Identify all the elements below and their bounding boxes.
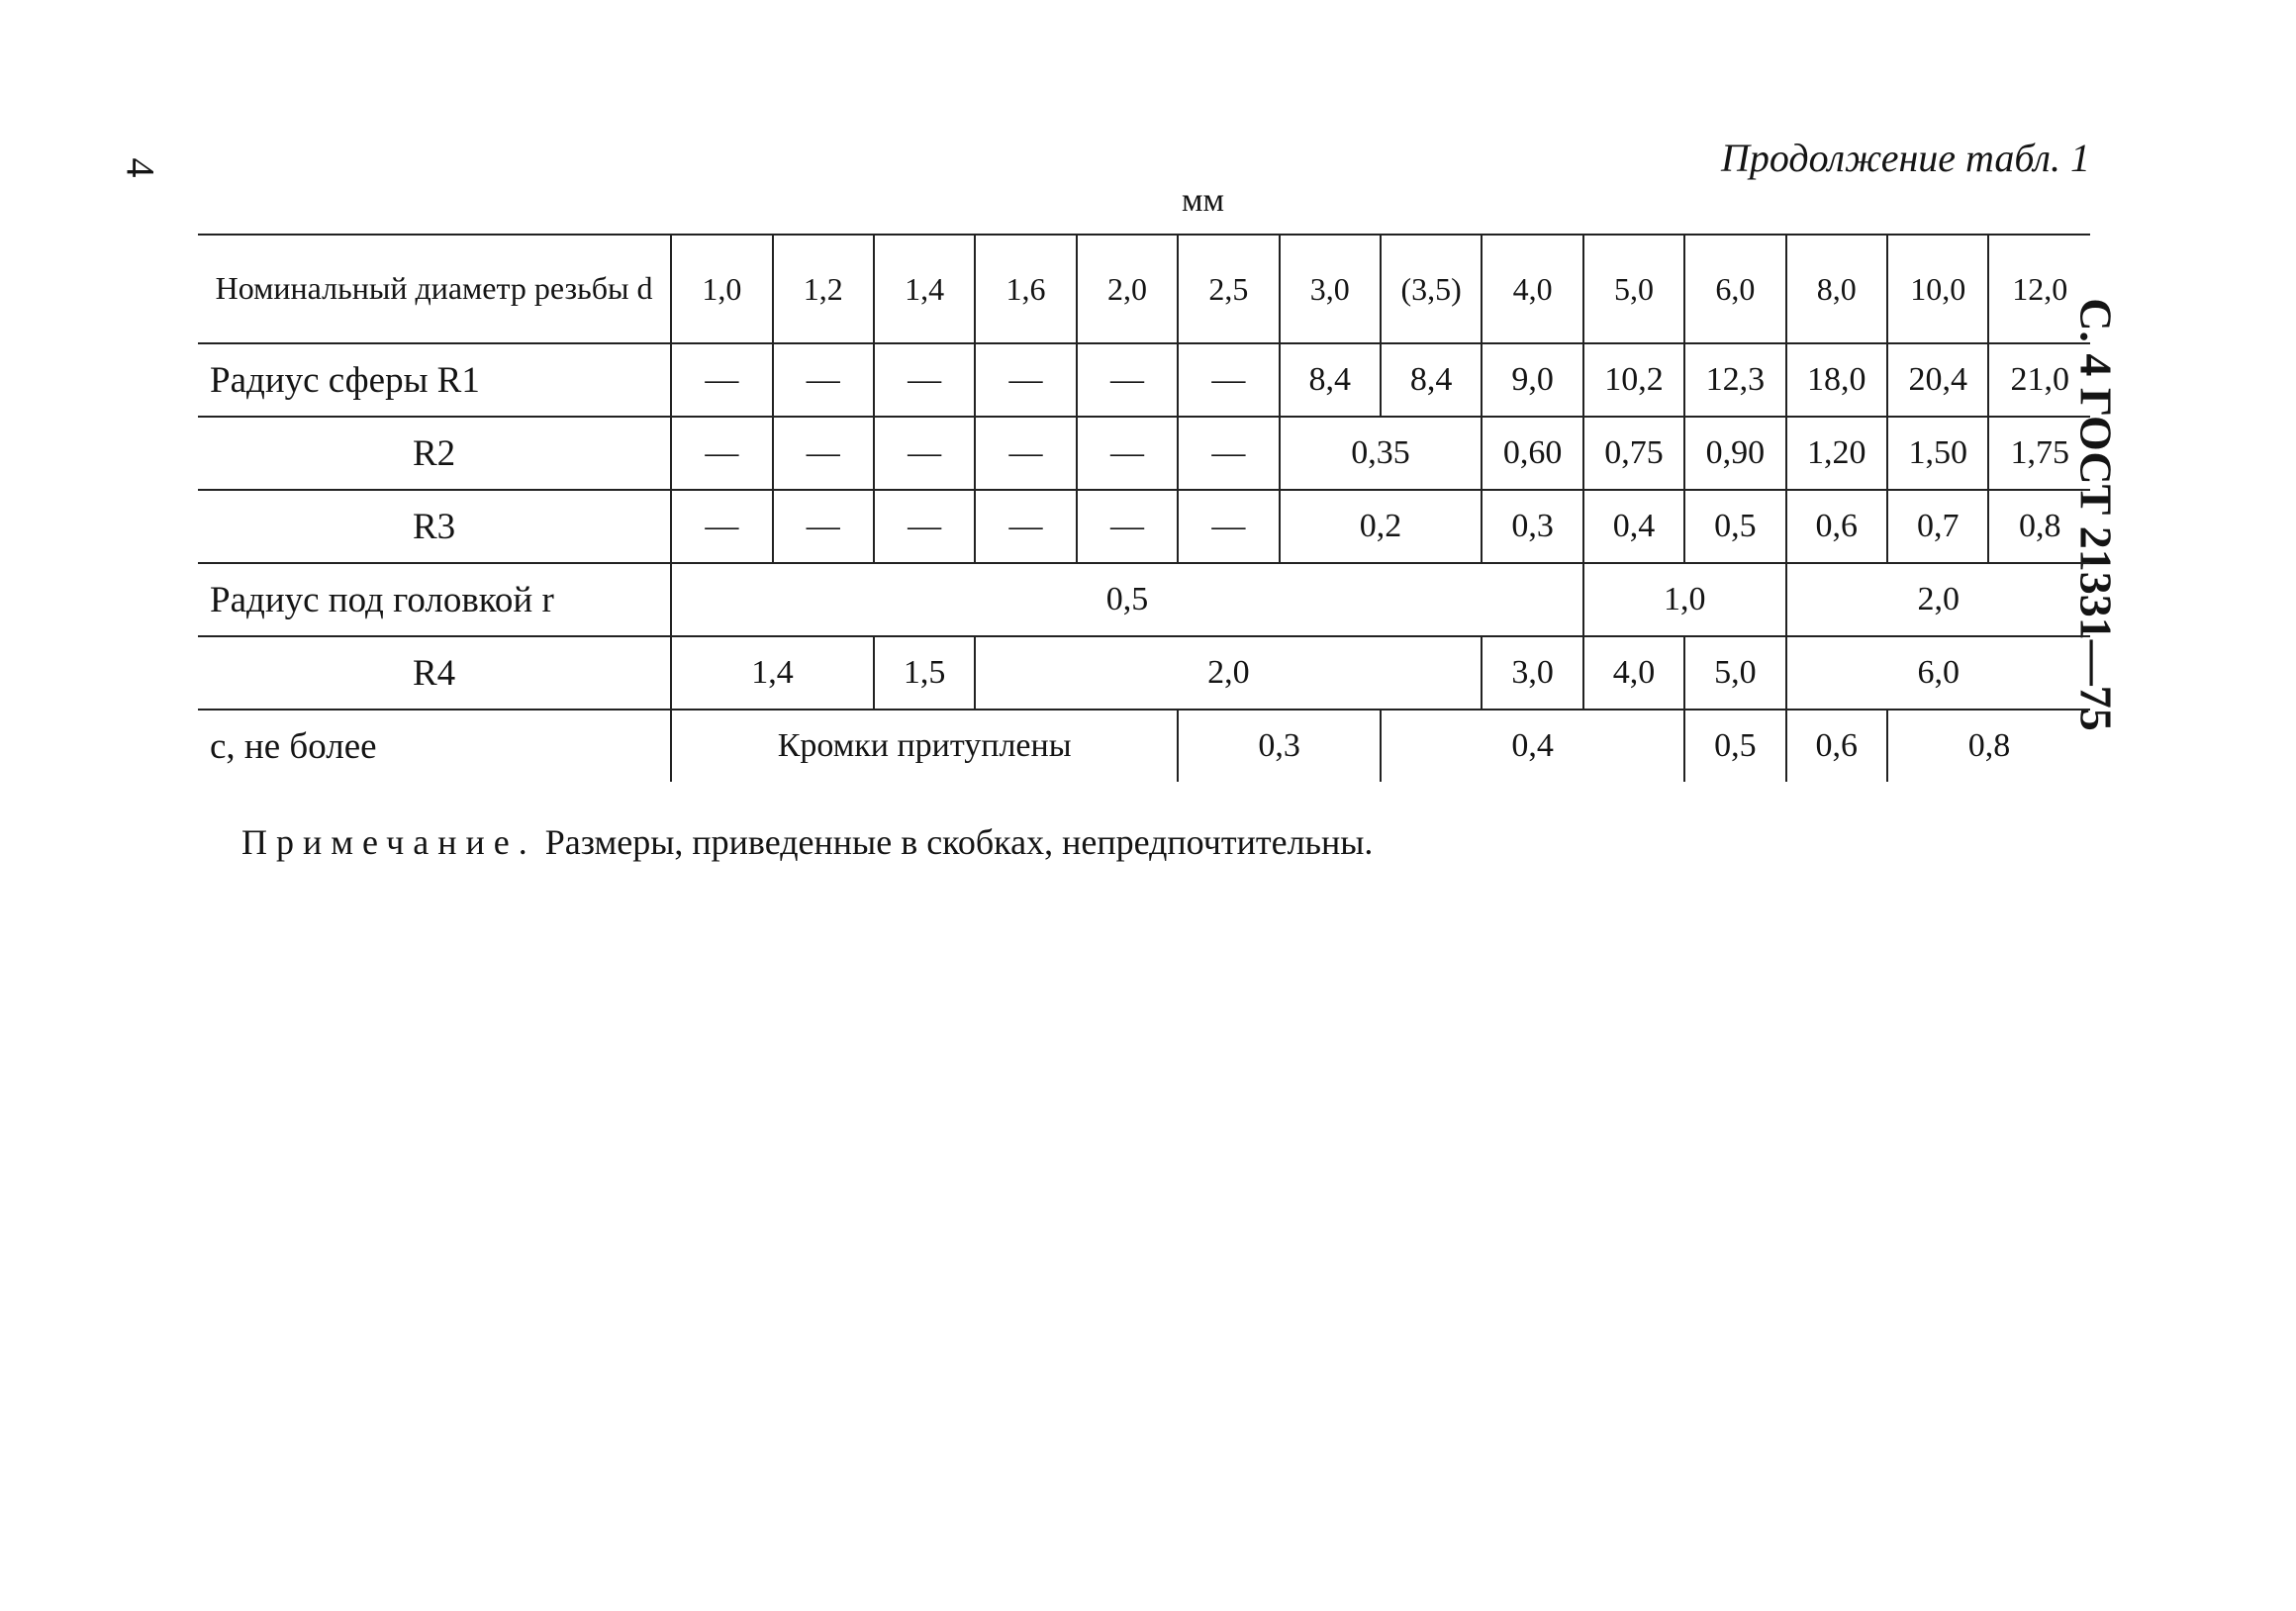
- table-cell: 4,0: [1583, 636, 1684, 710]
- table-cell: 1,75: [1988, 417, 2090, 490]
- row-label: Радиус сферы R1: [210, 359, 480, 401]
- table-cell: 12,3: [1684, 343, 1785, 417]
- table-cell: —: [671, 343, 772, 417]
- table-row-r3: [198, 490, 2090, 563]
- page-number: 4: [118, 157, 163, 178]
- table-cell: —: [975, 417, 1076, 490]
- table-cell: 0,5: [671, 563, 1583, 636]
- table-cell: 0,35: [1280, 417, 1483, 490]
- header-cell: 2,5: [1178, 235, 1279, 343]
- table-cell: 0,75: [1583, 417, 1684, 490]
- row-label: R2: [412, 432, 456, 474]
- table-cell: 0,5: [1684, 490, 1785, 563]
- row-label: c, не более: [210, 725, 377, 767]
- table-cell: 21,0: [1988, 343, 2090, 417]
- table-cell: 0,3: [1178, 710, 1381, 782]
- table-cell: —: [1178, 417, 1279, 490]
- row-label: R3: [412, 506, 456, 547]
- table-cell: —: [671, 417, 772, 490]
- row-label: Радиус под головкой r: [210, 579, 554, 620]
- table-cell: —: [1077, 490, 1178, 563]
- table-header-row: [198, 235, 2090, 343]
- table-cell: 0,8: [1988, 490, 2090, 563]
- table-row-r2: [198, 417, 2090, 490]
- header-cell: 5,0: [1583, 235, 1684, 343]
- table-cell: —: [874, 343, 975, 417]
- table-note: [241, 821, 1373, 863]
- table-cell: 3,0: [1482, 636, 1582, 710]
- table-cell: 0,7: [1887, 490, 1988, 563]
- header-cell: 12,0: [1988, 235, 2090, 343]
- table-cell: 18,0: [1786, 343, 1887, 417]
- table-cell: Кромки притуплены: [671, 710, 1178, 782]
- row-label: R4: [412, 652, 456, 694]
- table-cell: 8,4: [1280, 343, 1381, 417]
- header-cell: 1,6: [975, 235, 1076, 343]
- table-cell: 2,0: [975, 636, 1482, 710]
- note-text: Размеры, приведенные в скобках, непредпочтительны.: [544, 822, 1374, 862]
- header-cell: 4,0: [1482, 235, 1582, 343]
- table-cell: 0,8: [1887, 710, 2090, 782]
- table-row-r: [198, 563, 2090, 636]
- table-cell: 10,2: [1583, 343, 1684, 417]
- header-cell: 8,0: [1786, 235, 1887, 343]
- table-cell: 0,6: [1786, 490, 1887, 563]
- table-cell: 0,4: [1381, 710, 1684, 782]
- table-cell: 1,4: [671, 636, 874, 710]
- header-cell: 6,0: [1684, 235, 1785, 343]
- table-cell: —: [874, 417, 975, 490]
- table-cell: —: [1178, 490, 1279, 563]
- table-cell: 1,20: [1786, 417, 1887, 490]
- side-header: С. 4 ГОСТ 21331—75: [2070, 298, 2122, 731]
- table-cell: —: [975, 343, 1076, 417]
- header-cell: 3,0: [1280, 235, 1381, 343]
- table-cell: 0,90: [1684, 417, 1785, 490]
- table-cell: 5,0: [1684, 636, 1785, 710]
- header-label: Номинальный диаметр резьбы d: [215, 270, 653, 307]
- table-cell: —: [1178, 343, 1279, 417]
- dimensions-table: [198, 234, 2090, 782]
- table-cell: —: [773, 343, 874, 417]
- table-row-r1: [198, 343, 2090, 417]
- header-cell: 10,0: [1887, 235, 1988, 343]
- table-cell: —: [1077, 417, 1178, 490]
- table-cell: 2,0: [1786, 563, 2090, 636]
- table-cell: 0,4: [1583, 490, 1684, 563]
- table-cell: —: [1077, 343, 1178, 417]
- table-cell: 0,3: [1482, 490, 1582, 563]
- header-cell: 2,0: [1077, 235, 1178, 343]
- header-cell: 1,0: [671, 235, 772, 343]
- table-cell: 1,5: [874, 636, 975, 710]
- table-cell: 1,0: [1583, 563, 1786, 636]
- table-cell: 0,2: [1280, 490, 1483, 563]
- table-row-r4: [198, 636, 2090, 710]
- table-cell: 1,50: [1887, 417, 1988, 490]
- table-row-c: [198, 710, 2090, 782]
- table-cell: —: [773, 490, 874, 563]
- table-cell: —: [773, 417, 874, 490]
- table-cell: 0,5: [1684, 710, 1785, 782]
- header-cell: 1,2: [773, 235, 874, 343]
- table-continuation-title: Продолжение табл. 1: [1720, 136, 2090, 180]
- header-cell: 1,4: [874, 235, 975, 343]
- table-cell: 0,6: [1786, 710, 1887, 782]
- table-cell: 8,4: [1381, 343, 1482, 417]
- table-cell: 9,0: [1482, 343, 1582, 417]
- table-cell: 0,60: [1482, 417, 1582, 490]
- table-cell: 6,0: [1786, 636, 2090, 710]
- header-cell: (3,5): [1381, 235, 1482, 343]
- table-cell: —: [671, 490, 772, 563]
- units-label: мм: [1182, 182, 1225, 219]
- table-cell: —: [975, 490, 1076, 563]
- table-cell: 20,4: [1887, 343, 1988, 417]
- table-cell: —: [874, 490, 975, 563]
- note-label: Примечание.: [241, 822, 536, 862]
